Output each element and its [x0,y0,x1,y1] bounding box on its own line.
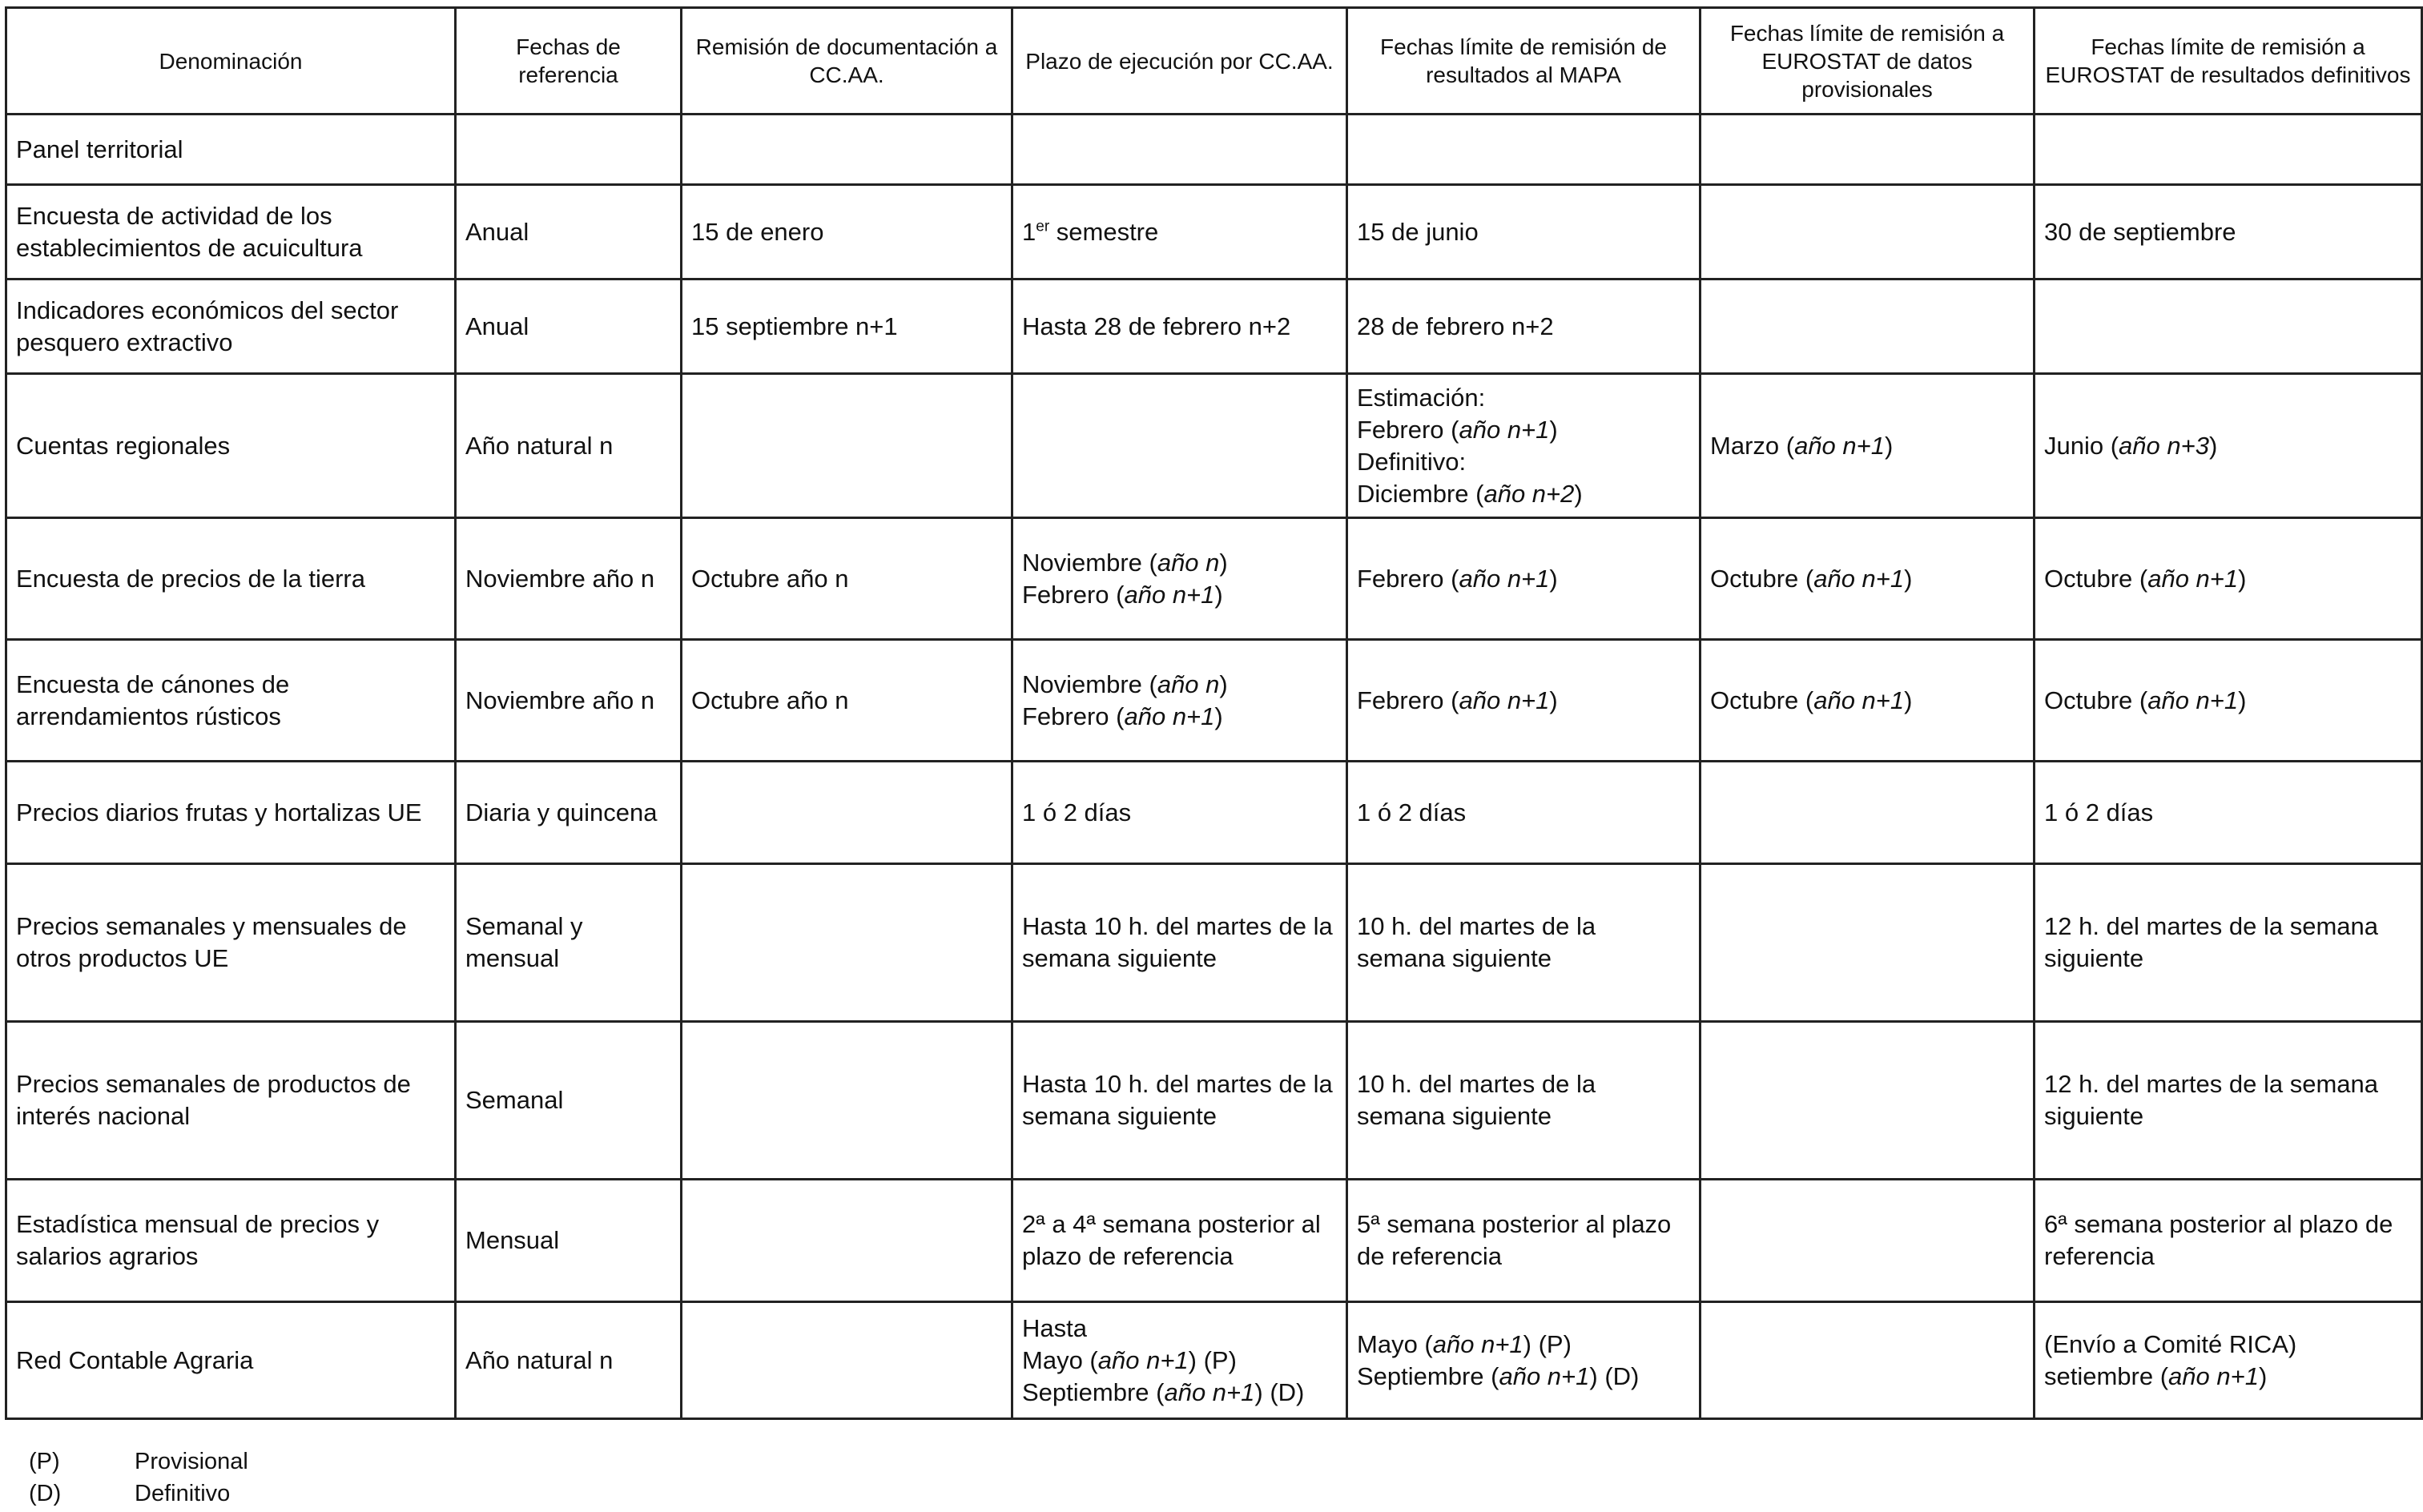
cell-text: año n+3 [2119,431,2209,460]
cell-text: 1 [1022,217,1036,246]
cell-eurostat-provisionales [1701,374,2035,518]
cell-text: 15 septiembre n+1 [691,312,898,340]
cell-text: Año natural n [465,431,614,460]
cell-eurostat-definitivos [2035,374,2422,518]
table-row [6,640,2422,762]
cell-text: año n+1 [1459,686,1550,714]
cell-remision-mapa [1347,762,1701,864]
cell-text: Diciembre ( [1357,479,1484,508]
cell-text: Mayo ( [1357,1329,1433,1358]
cell-denominacion [6,185,456,279]
cell-text: 30 de septiembre [2044,217,2236,246]
cell-eurostat-definitivos [2035,115,2422,185]
cell-text: año n+2 [1483,479,1575,508]
cell-text: Diaria y quincena [465,798,658,826]
cell-text: año n+1 [2147,686,2239,714]
cell-text: año n+1 [1124,580,1215,609]
cell-remision-mapa [1347,1180,1701,1302]
cell-plazo-ejecucion [1012,1180,1347,1302]
header-fechas-referencia: Fechas de referencia [456,8,682,115]
cell-remision-documentacion [682,640,1012,762]
header-remision-documentacion: Remisión de documentación a CC.AA. [682,8,1012,115]
cell-text: año n+1 [1097,1345,1189,1374]
cell-eurostat-provisionales [1701,1022,2035,1180]
cell-plazo-ejecucion [1012,374,1347,518]
cell-text: año n+1 [2147,564,2239,593]
cell-text: 12 h. del martes de la semana siguiente [2044,912,2379,972]
cell-denominacion [6,640,456,762]
cell-text: ) (D) [1589,1361,1640,1390]
cell-fechas-referencia [456,279,682,374]
cell-denominacion [6,518,456,640]
table-row [6,1022,2422,1180]
cell-text: Noviembre año n [465,686,655,714]
cell-plazo-ejecucion [1012,864,1347,1022]
cell-text: setiembre ( [2044,1361,2169,1390]
cell-text: año n [1157,670,1220,698]
cell-text: ) [2208,431,2218,460]
cell-remision-mapa [1347,1022,1701,1180]
cell-text: Definitivo: [1357,447,1467,476]
table-row [6,185,2422,279]
cell-text: Octubre ( [2044,564,2148,593]
cell-eurostat-provisionales [1701,185,2035,279]
cell-remision-mapa [1347,374,1701,518]
cell-text: 5ª semana posterior al plazo de referencia [1357,1210,1672,1270]
cell-text: (Envío a Comité RICA) [2044,1329,2297,1358]
cell-fechas-referencia [456,518,682,640]
cell-denominacion [6,762,456,864]
cell-text: semestre [1049,217,1159,246]
cell-text: ) (D) [1254,1377,1305,1406]
cell-text: ) [1214,702,1223,730]
cell-text: Indicadores económicos del sector pesquero extractivo [16,296,399,356]
cell-eurostat-definitivos [2035,185,2422,279]
cell-plazo-ejecucion [1012,518,1347,640]
cell-text: ) [1904,686,1913,714]
header-eurostat-definitivos: Fechas límite de remisión a EUROSTAT de resultados definitivos [2035,8,2422,115]
legend-code: (P) [29,1449,60,1474]
cell-fechas-referencia [456,762,682,864]
cell-plazo-ejecucion [1012,1302,1347,1419]
cell-text: Cuentas regionales [16,431,231,460]
cell-text: Precios semanales de productos de interés nacional [16,1070,411,1130]
cell-text: 1 ó 2 días [2044,798,2154,826]
cell-text: Mayo ( [1022,1345,1098,1374]
cell-text: año n+1 [1794,431,1885,460]
cell-text: año n+1 [2168,1361,2259,1390]
cell-eurostat-provisionales [1701,762,2035,864]
cell-fechas-referencia [456,1302,682,1419]
cell-text: Hasta 10 h. del martes de la semana siguiente [1022,1070,1333,1130]
cell-eurostat-definitivos [2035,1302,2422,1419]
cell-remision-documentacion [682,864,1012,1022]
cell-remision-documentacion [682,115,1012,185]
cell-remision-documentacion [682,1022,1012,1180]
cell-denominacion [6,374,456,518]
cell-text: Noviembre año n [465,564,655,593]
cell-eurostat-definitivos [2035,1022,2422,1180]
cell-text: Octubre ( [1710,686,1814,714]
cell-fechas-referencia [456,1180,682,1302]
cell-fechas-referencia [456,374,682,518]
cell-remision-mapa [1347,864,1701,1022]
cell-text: er [1036,218,1050,235]
cell-text: año n+1 [1124,702,1215,730]
cell-text: 6ª semana posterior al plazo de referencia [2044,1210,2393,1270]
cell-text: año n+1 [1432,1329,1523,1358]
cell-text: Septiembre ( [1022,1377,1165,1406]
cell-eurostat-provisionales [1701,864,2035,1022]
cell-text: Octubre ( [1710,564,1814,593]
cell-text: Encuesta de actividad de los establecimientos de acuicultura [16,201,363,262]
cell-text: Precios semanales y mensuales de otros productos UE [16,912,407,972]
table-row [6,115,2422,185]
cell-text: Precios diarios frutas y hortalizas UE [16,798,422,826]
cell-text: ) [2238,564,2247,593]
cell-remision-documentacion [682,374,1012,518]
cell-text: 10 h. del martes de la semana siguiente [1357,912,1596,972]
cell-text: Septiembre ( [1357,1361,1499,1390]
cell-text: Octubre año n [691,686,849,714]
legend-label: Provisional [135,1449,248,1474]
header-eurostat-provisionales: Fechas límite de remisión a EUROSTAT de datos provisionales [1701,8,2035,115]
cell-text: 10 h. del martes de la semana siguiente [1357,1070,1596,1130]
cell-text: ) [1219,548,1228,577]
cell-text: Mensual [465,1226,560,1254]
table-row [6,864,2422,1022]
legend [29,1446,248,1510]
table-body [6,115,2422,1419]
cell-eurostat-provisionales [1701,640,2035,762]
cell-text: Octubre año n [691,564,849,593]
cell-text: Estadística mensual de precios y salarios agrarios [16,1210,380,1270]
table-row [6,1180,2422,1302]
header-plazo-ejecucion: Plazo de ejecución por CC.AA. [1012,8,1347,115]
cell-text: Octubre ( [2044,686,2148,714]
cell-denominacion [6,864,456,1022]
cell-text: Marzo ( [1710,431,1795,460]
cell-text: Noviembre ( [1022,670,1157,698]
cell-remision-mapa [1347,279,1701,374]
cell-text: Año natural n [465,1345,614,1374]
cell-denominacion [6,279,456,374]
table-row [6,518,2422,640]
cell-eurostat-provisionales [1701,1302,2035,1419]
cell-eurostat-definitivos [2035,640,2422,762]
cell-text: 15 de enero [691,217,824,246]
cell-plazo-ejecucion [1012,185,1347,279]
cell-remision-documentacion [682,1302,1012,1419]
cell-plazo-ejecucion [1012,279,1347,374]
cell-remision-documentacion [682,518,1012,640]
cell-eurostat-definitivos [2035,518,2422,640]
cell-text: Estimación: [1357,383,1486,412]
cell-text: ) [1885,431,1894,460]
cell-text: Semanal [465,1086,564,1114]
cell-text: Semanal y mensual [465,912,583,972]
cell-text: año n [1157,548,1220,577]
table-row [6,1302,2422,1419]
cell-text: 15 de junio [1357,217,1479,246]
cell-eurostat-provisionales [1701,518,2035,640]
cell-text: ) [1904,564,1913,593]
cell-text: ) [1549,415,1558,444]
cell-remision-mapa [1347,115,1701,185]
schedule-table [5,6,2423,1420]
cell-text: Noviembre ( [1022,548,1157,577]
cell-eurostat-provisionales [1701,279,2035,374]
cell-plazo-ejecucion [1012,640,1347,762]
table-header-row [6,8,2422,115]
cell-text: Encuesta de precios de la tierra [16,564,365,593]
cell-text: 2ª a 4ª semana posterior al plazo de referencia [1022,1210,1321,1270]
cell-plazo-ejecucion [1012,762,1347,864]
header-remision-mapa: Fechas límite de remisión de resultados al MAPA [1347,8,1701,115]
cell-remision-documentacion [682,279,1012,374]
table-row [6,279,2422,374]
cell-eurostat-definitivos [2035,762,2422,864]
cell-text: Febrero ( [1357,686,1459,714]
cell-eurostat-definitivos [2035,279,2422,374]
cell-text: ) [2238,686,2247,714]
cell-remision-mapa [1347,185,1701,279]
cell-text: año n+1 [1813,686,1905,714]
legend-item-provisional [29,1446,248,1478]
cell-text: Panel territorial [16,135,183,163]
cell-text: 1 ó 2 días [1357,798,1467,826]
cell-denominacion [6,115,456,185]
cell-remision-mapa [1347,518,1701,640]
cell-text: ) (P) [1523,1329,1572,1358]
cell-remision-documentacion [682,762,1012,864]
cell-text: Hasta [1022,1313,1087,1342]
cell-plazo-ejecucion [1012,115,1347,185]
cell-text: ) [1219,670,1228,698]
cell-remision-mapa [1347,640,1701,762]
cell-fechas-referencia [456,1022,682,1180]
cell-text: año n+1 [1459,564,1550,593]
cell-remision-documentacion [682,1180,1012,1302]
cell-eurostat-definitivos [2035,1180,2422,1302]
cell-text: Febrero ( [1022,580,1125,609]
cell-text: año n+1 [1459,415,1550,444]
cell-text: Febrero ( [1357,564,1459,593]
cell-text: Febrero ( [1022,702,1125,730]
cell-text: 28 de febrero n+2 [1357,312,1554,340]
cell-text: Hasta 10 h. del martes de la semana siguiente [1022,912,1333,972]
cell-eurostat-definitivos [2035,864,2422,1022]
cell-eurostat-provisionales [1701,115,2035,185]
cell-text: ) [1214,580,1223,609]
cell-text: año n+1 [1499,1361,1590,1390]
cell-fechas-referencia [456,640,682,762]
cell-text: 12 h. del martes de la semana siguiente [2044,1070,2379,1130]
cell-fechas-referencia [456,185,682,279]
cell-text: ) [1549,686,1558,714]
cell-text: año n+1 [1164,1377,1255,1406]
cell-fechas-referencia [456,864,682,1022]
cell-denominacion [6,1022,456,1180]
cell-text: Junio ( [2044,431,2119,460]
cell-text: año n+1 [1813,564,1905,593]
cell-text: Anual [465,217,529,246]
cell-remision-documentacion [682,185,1012,279]
cell-denominacion [6,1302,456,1419]
cell-text: Anual [465,312,529,340]
table-row [6,374,2422,518]
cell-text: ) [1574,479,1583,508]
cell-remision-mapa [1347,1302,1701,1419]
legend-label: Definitivo [135,1481,231,1506]
table-row [6,762,2422,864]
cell-text: ) (P) [1188,1345,1237,1374]
cell-text: 1 ó 2 días [1022,798,1132,826]
cell-text: Encuesta de cánones de arrendamientos rústicos [16,670,290,730]
cell-text: ) [1549,564,1558,593]
legend-code: (D) [29,1481,62,1506]
cell-text: Febrero ( [1357,415,1459,444]
cell-fechas-referencia [456,115,682,185]
cell-eurostat-provisionales [1701,1180,2035,1302]
cell-text: Hasta 28 de febrero n+2 [1022,312,1291,340]
header-denominacion: Denominación [6,8,456,115]
cell-denominacion [6,1180,456,1302]
cell-plazo-ejecucion [1012,1022,1347,1180]
cell-text: Red Contable Agraria [16,1345,254,1374]
legend-item-definitivo [29,1478,248,1510]
cell-text: ) [2258,1361,2268,1390]
